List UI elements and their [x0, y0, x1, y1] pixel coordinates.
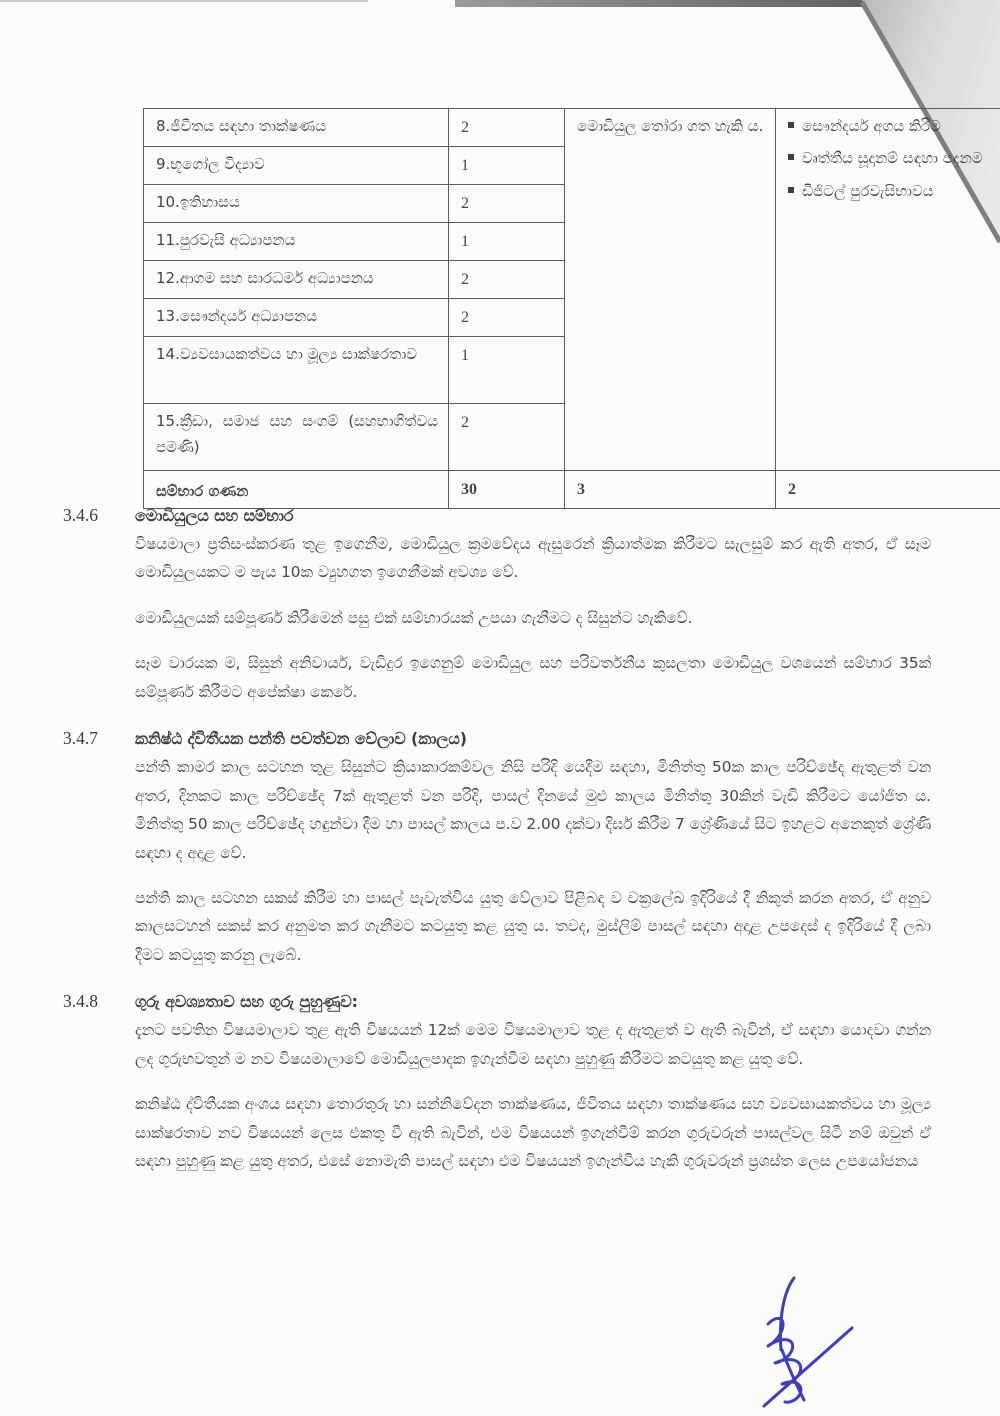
bullet-label: ඩිජිටල් පුරවැසිභාවය — [802, 178, 934, 204]
section-number: 3.4.7 — [63, 728, 135, 749]
subject-cell: 8.ජීවිතය සඳහා තාක්ෂණය — [144, 109, 449, 147]
paragraph: දැනට පවතින විෂයමාලාව තුළ ඇති විෂයයන් 12ක් මෙම විෂයමාලාව තුළ ද ඇතුළත් ව ඇති බැවින්, ඒ සඳහා යොදවා ගන්න ලද ගුරුභවතුන් ම නව විෂයමාලාවේ මොඩියුලපාදක ඉගැන්වීම සඳහා පුහුණු කිරීමට කටයුතු කළ යුතු වේ. — [135, 1016, 931, 1073]
periods-cell: 2 — [449, 404, 565, 471]
section-heading — [63, 991, 931, 1012]
totals-row — [144, 471, 1000, 509]
section-title: ගුරු අවශ්‍යතාව සහ ගුරු පුහුණුව: — [135, 992, 358, 1012]
totals-label: සම්භාර ගණන — [144, 471, 449, 509]
square-bullet-icon — [788, 187, 794, 193]
square-bullet-icon — [788, 154, 794, 160]
list-item — [788, 113, 990, 139]
paragraph: පන්ති කාල සටහන සකස් කිරීම හා පාසල් පැවැත්විය යුතු වේලාව පිළිබඳ ව චක්‍රලේඛ ඉදිරියේ දී නිකුත් කරන අතර, ඒ අනුව කාලසටහන් සකස් කර අනුමත කර ගැනීමට කටයුතු කළ යුතු ය. තවද, මුස්ලිම් පාසල් සඳහා අදාළ උපදෙස් ද ඉදිරියේ දී ලබා දීමට කටයුතු කරනු ලැබේ. — [135, 884, 931, 969]
square-bullet-icon — [788, 122, 794, 128]
subject-cell: 11.පුරවැසි අධ්‍යාපනය — [144, 223, 449, 261]
section-3-4-7 — [63, 728, 931, 969]
paragraph: සෑම වාරයක ම, සිසුන් අනිවාර්ය, වැඩිදුර ඉගෙනුම් මොඩියුල සහ පරිවර්තනීය කුසලතා මොඩියුල වශයෙන් සම්භාර 35ක් සම්පූර්ණ කිරීමට අපේක්ෂා කෙරේ. — [135, 649, 931, 706]
subject-cell: 10.ඉතිහාසය — [144, 185, 449, 223]
periods-cell: 1 — [449, 223, 565, 261]
paragraph: කනිෂ්ඨ ද්විතීයක අංශය සඳහා තොරතුරු හා සන්නිවේදන තාක්ෂණය, ජීවිතය සඳහා තාක්ෂණය සහ ව්‍යවසායකත්වය හා මූල්‍ය සාක්ෂරතාව නව විෂයයන් ලෙස එකතු වී ඇති බැවින්, එම විෂයයන් ඉගැන්වීම් කරන ගුරුවරුන් පාසල්වල සිටී නම් ඔවුන් ඒ සඳහා පුහුණු කළ යුතු අතර, එසේ නොමැති පාසල් සඳහා එම විෂයයන් ඉගැන්විය හැකි ගුරුවරුන් ප්‍රශස්ත ලෙස උපයෝජනය — [135, 1090, 931, 1175]
subject-cell: 15.ක්‍රීඩා, සමාජ සහ සංගම් (සහභාගිත්වය පමණි) — [144, 404, 449, 471]
list-item — [788, 145, 990, 171]
periods-cell: 2 — [449, 299, 565, 337]
section-number: 3.4.8 — [63, 991, 135, 1012]
subject-cell: 13.සෞන්දර්ය අධ්‍යාපනය — [144, 299, 449, 337]
periods-cell: 2 — [449, 109, 565, 147]
section-body — [135, 530, 931, 706]
handwritten-signature — [748, 1272, 878, 1412]
subject-cell: 14.ව්‍යවසායකත්වය හා මූල්‍ය සාක්ෂරතාව — [144, 337, 449, 404]
periods-cell: 2 — [449, 185, 565, 223]
list-item — [788, 178, 990, 204]
section-heading — [63, 505, 931, 526]
subjects-table — [143, 108, 1000, 509]
periods-cell: 1 — [449, 337, 565, 404]
subject-cell: 9.භූගෝල විද්‍යාව — [144, 147, 449, 185]
periods-cell: 1 — [449, 147, 565, 185]
signature-strokes — [764, 1278, 852, 1406]
bullet-label: සෞන්දර්ය අගය කිරීම — [802, 113, 941, 139]
section-title: මොඩියුලය සහ සම්භාර — [135, 506, 293, 526]
totals-periods: 30 — [449, 471, 565, 509]
section-number: 3.4.6 — [63, 505, 135, 526]
paragraph: මොඩියුලයක් සම්පූර්ණ කිරීමෙන් පසු එක් සම්භාරයක් උපයා ගැනීමට ද සිසුන්ට හැකිවේ. — [135, 604, 931, 632]
section-body — [135, 1016, 931, 1175]
document-body — [63, 505, 931, 1197]
paragraph: පන්ති කාමර කාල සටහන තුළ සිසුන්ට ක්‍රියාකාරකම්වල නිසි පරිදි යෙදීම සඳහා, මිනිත්තු 50ක කාල පරිච්ඡේද ඇතුළත් වන අතර, දිනකට කාල පරිච්ඡේද 7ක් ඇතුළත් වන පරිදි, පාසල් දිනයේ මුළු කාලය මිනිත්තු 30කින් වැඩි කිරීමට යෝජිත ය. මිනිත්තු 50 කාල පරිච්ඡේද හඳුන්වා දීම හා පාසල් කාලය ප.ව 2.00 දක්වා දිර්ඝ කිරීම 7 ශ්‍රේණියේ සිට ඉහළට අනෙකුත් ශ්‍රේණි සඳහා ද අදාළ වේ. — [135, 753, 931, 867]
module-note-cell: මොඩියුල තෝරා ගත හැකි ය. — [565, 109, 776, 471]
section-title: කනිෂ්ඨ ද්විතීයක පන්ති පවත්වන වේලාව (කාලය) — [135, 729, 467, 749]
section-3-4-8 — [63, 991, 931, 1175]
scan-edge-line — [0, 0, 368, 2]
periods-cell: 2 — [449, 261, 565, 299]
section-heading — [63, 728, 931, 749]
extra-cell — [776, 109, 1000, 471]
section-3-4-6 — [63, 505, 931, 706]
totals-modules: 3 — [565, 471, 776, 509]
bullet-label: වෘත්තීය සූදානම් සඳහා පදනම — [802, 145, 983, 171]
section-body — [135, 753, 931, 969]
subject-cell: 12.ආගම සහ සාරධර්ම අධ්‍යාපනය — [144, 261, 449, 299]
table-row — [144, 109, 1000, 147]
paragraph: විෂයමාලා ප්‍රතිසංස්කරණ තුළ ඉගෙනීම, මොඩියුල ක්‍රමවේදය ඇසුරෙන් ක්‍රියාත්මක කිරීමට සැලසුම් කර ඇති අතර, ඒ සෑම මොඩියුලයකට ම පැය 10ක ව්‍යුහගත ඉගෙනීමක් අවශ්‍ය වේ. — [135, 530, 931, 587]
totals-extra: 2 — [776, 471, 1000, 509]
